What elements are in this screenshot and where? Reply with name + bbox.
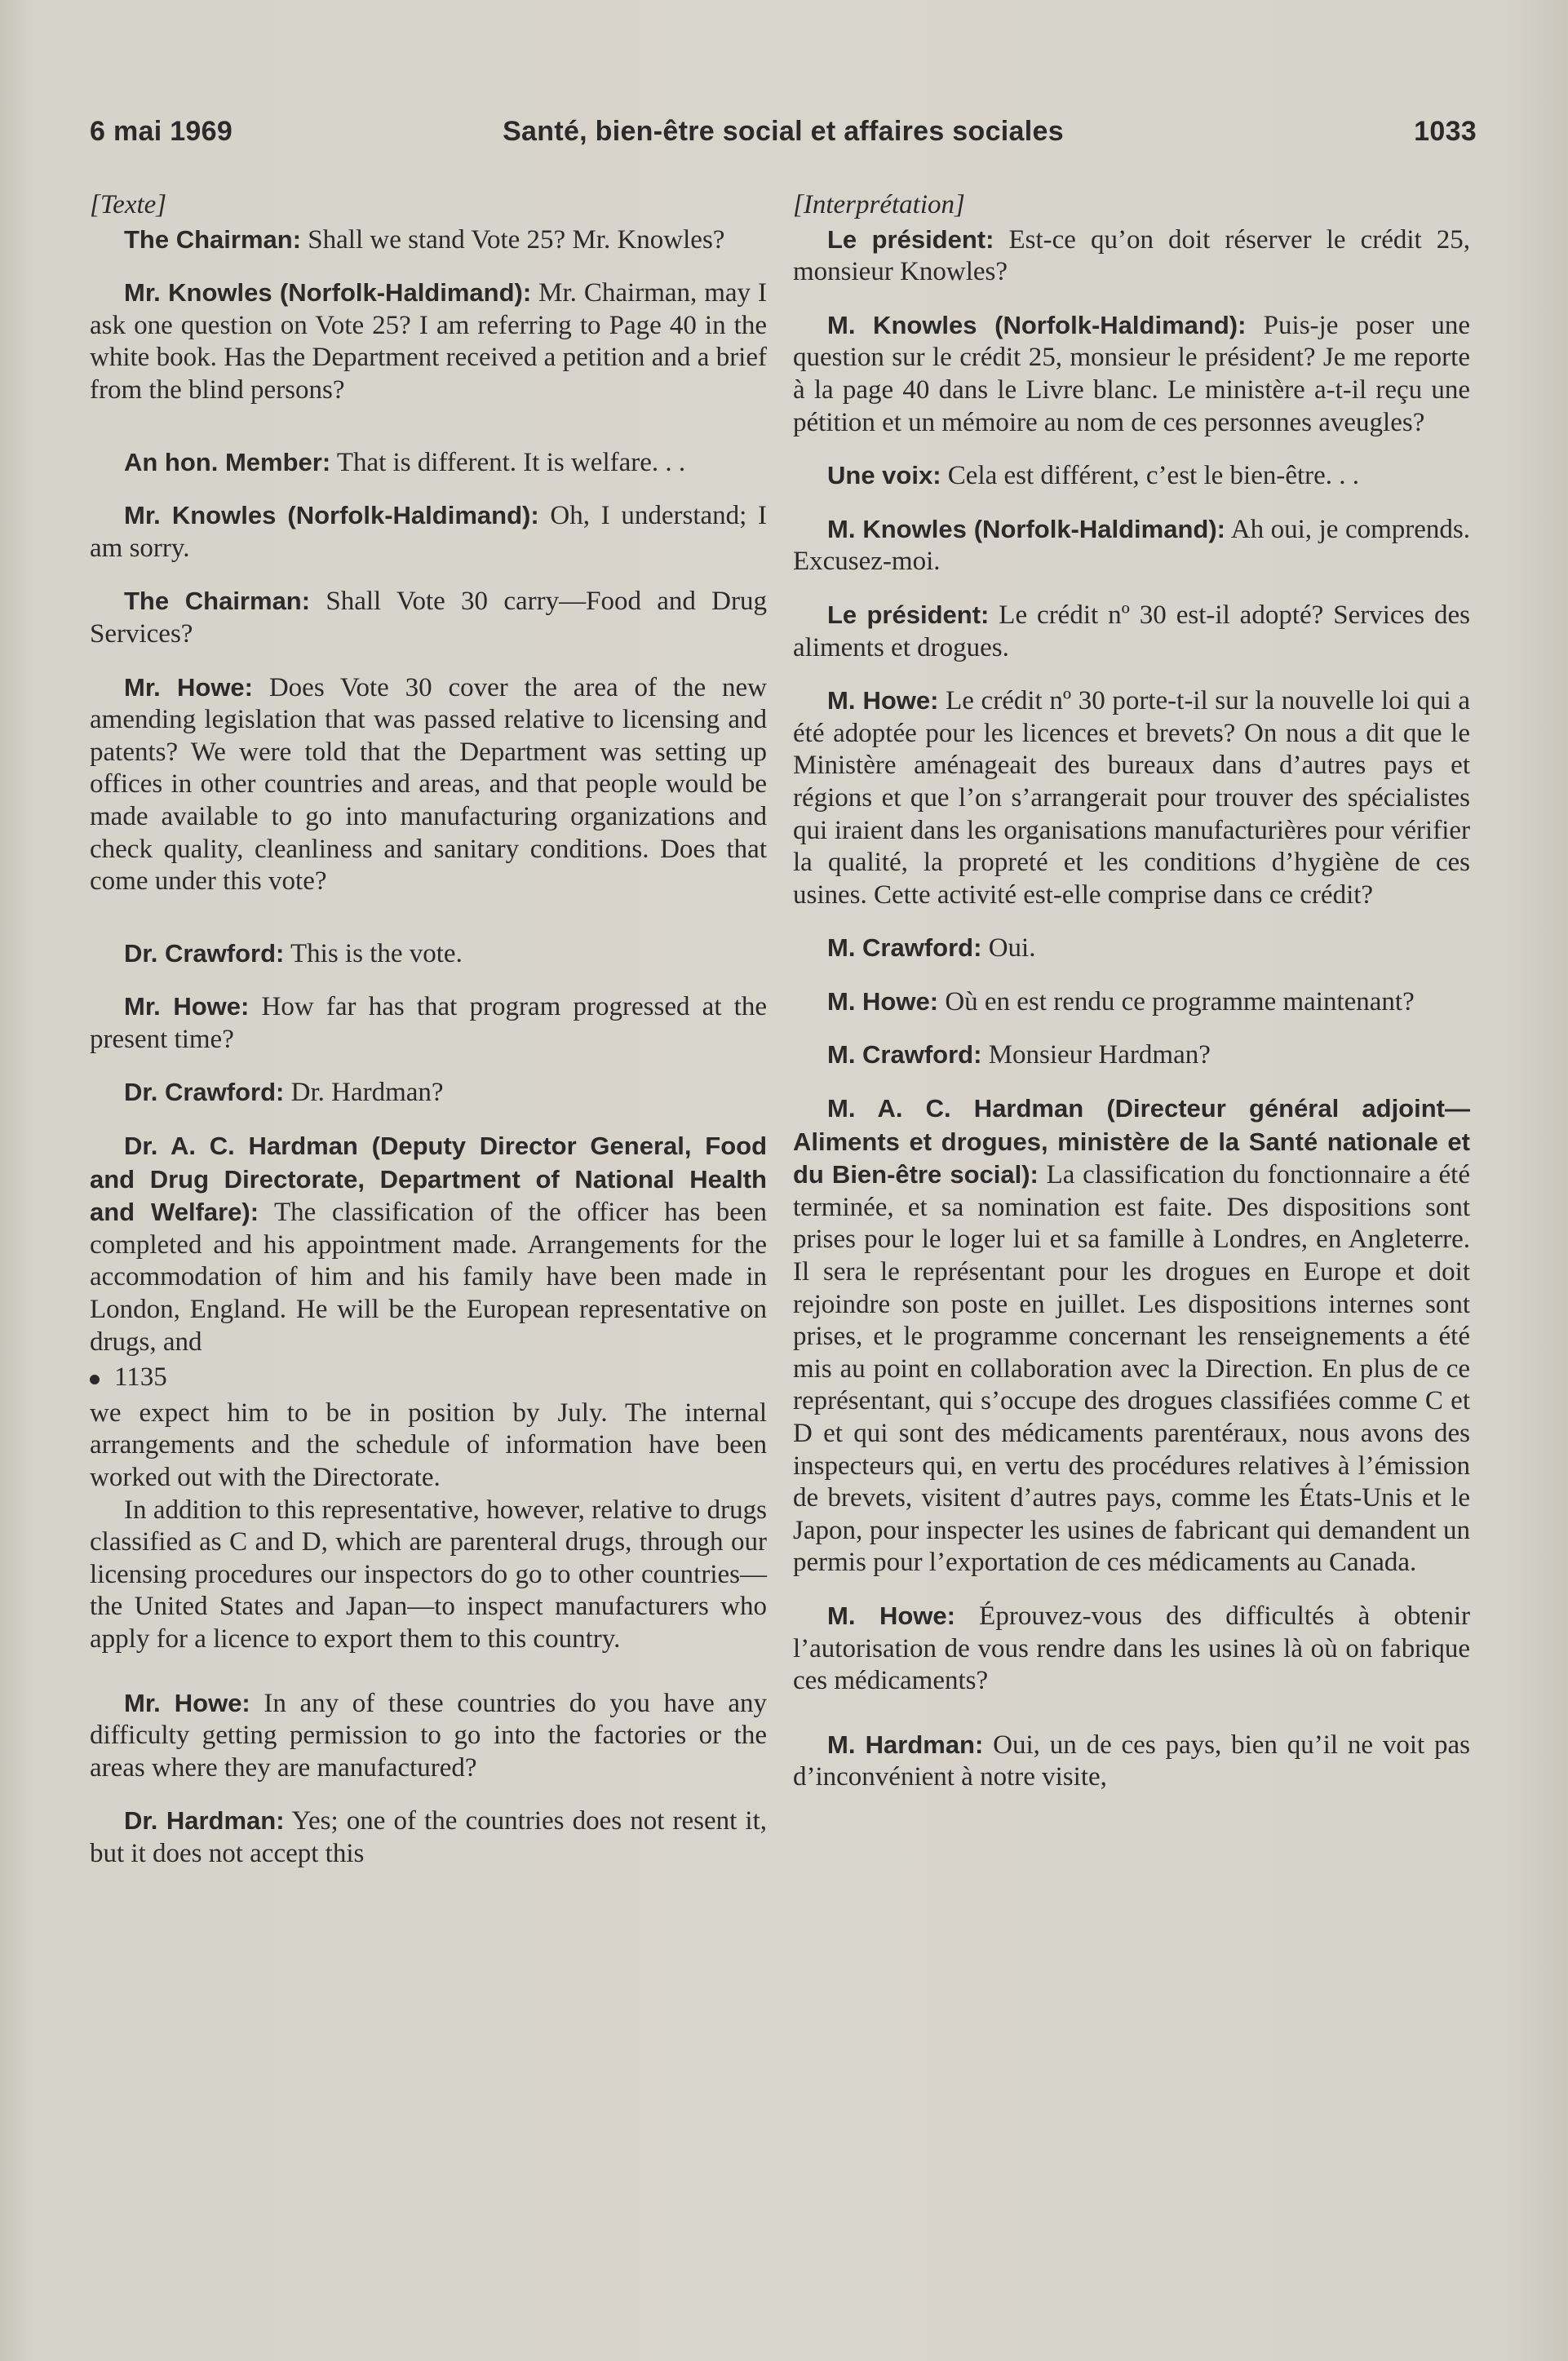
speaker-name: The Chairman: [124,224,302,254]
paragraph [793,1092,1470,1579]
page-number: 1033 [1414,116,1477,147]
bullet-icon [90,1375,100,1384]
paragraph [90,1130,767,1358]
speaker-name: M. Howe: [827,1601,955,1630]
speaker-name: Mr. Howe: [124,992,250,1021]
speech-text: The classification of the officer has been completed and his appointment made. Arrangements for the accommodation of him and his family have been made in London, England. He will be the European representative on drugs, and [90,1198,768,1357]
speech-text: Puis-je poser une question sur le crédit 25, monsieur le président? Je me reporte à la page 40 dans le Livre blanc. Le ministère a-t-il reçu une pétition et un mémoire au nom de ces personnes aveugles? [793,310,1471,437]
header-title: Santé, bien-être social et affaires sociales [503,116,1064,147]
paragraph [90,446,767,480]
speech-text: Dr. Hardman? [284,1078,444,1108]
speaker-name: Dr. Crawford: [124,938,285,968]
paragraph [90,499,767,565]
speaker-name: Dr. Crawford: [124,1078,285,1107]
time-marker [90,1362,767,1394]
speaker-name: M. A. C. Hardman (Directeur général adjoint—Aliments et drogues, ministère de la Santé nationale et du Bien-être social): [793,1094,1470,1189]
speech-text: Oui, un de ces pays, bien qu’il ne voit pas d’inconvénient à notre visite, [793,1730,1470,1792]
running-header [90,116,1477,157]
paragraph: In addition to this representative, however, relative to drugs classified as C and D, which are parenteral drugs, through our licensing procedures our inspectors do go to other countries—the United States and Japan—to inspect manufacturers who apply for a licence to export them to this country. [90,1495,767,1654]
paragraph [793,932,1470,965]
paragraph [793,599,1470,664]
speech-text: That is different. It is welfare. . . [330,447,686,477]
speaker-name: Dr. Hardman: [124,1806,285,1836]
paragraph [793,224,1470,289]
speaker-name: Une voix: [827,461,941,490]
french-column [793,189,1470,1814]
paragraph [90,224,767,257]
speaker-name: Mr. Howe: [124,1688,250,1717]
paragraph [90,937,767,971]
speaker-name: M. Knowles (Norfolk-Haldimand): [827,310,1247,339]
paragraph [90,1805,767,1870]
paragraph [90,1687,767,1785]
speaker-name: M. Knowles (Norfolk-Haldimand): [827,514,1225,543]
speech-text: Ah oui, je comprends. Excusez-moi. [793,514,1470,577]
speech-text: In any of these countries do you have any difficulty getting permission to go into the factories or the areas where they are manufactured? [90,1688,767,1783]
speaker-name: M. Crawford: [827,933,982,963]
section-label-text: [Texte] [90,190,167,219]
paragraph [793,513,1470,578]
paragraph [90,585,767,650]
speaker-name: Le président: [827,224,994,254]
paragraph [793,309,1470,439]
speech-text: Est-ce qu’on doit réserver le crédit 25, monsieur Knowles? [793,224,1470,287]
section-label-interpretation: [Interprétation] [793,190,965,219]
time-marker-label: 1135 [114,1362,167,1393]
paragraph [793,459,1470,493]
speech-text: La classification du fonctionnaire a été terminée, et sa nomination est faite. Des dispositions sont prises pour le loger lui et sa famille à Londres, en Angleterre. Il sera le représentant pour les drogues en Europe et doit rejoindre son poste en juillet. Les dispositions internes sont prises, et le programme concernant les renseignements a été mis au point en collaboration avec la Direction. En plus de ce représentant, qui s’occupe des drogues classifiées comme C et D et qui sont des médicaments parentéraux, nous avons des inspecteurs qui, en vertu des procédures relatives à l’émission de brevets, visitent d’autres pays, comme les États-Unis et le Japon, pour inspecter les usines de fabricant qui demandent un permis pour l’exportation de ces médicaments au Canada. [793,1160,1470,1578]
paragraph-continuation: we expect him to be in position by July. The internal arrangements and the schedule of information have been worked out with the Directorate. [90,1398,767,1492]
speech-text: Mr. Chairman, may I ask one question on Vote 25? I am referring to Page 40 in the white book. Has the Department received a petition and a brief from the blind persons? [90,278,767,405]
english-column [90,189,767,1891]
speaker-name: An hon. Member: [124,447,331,476]
paragraph [90,671,767,898]
speaker-name: Mr. Howe: [124,672,253,702]
paragraph [793,986,1470,1019]
header-date: 6 mai 1969 [90,116,233,147]
speaker-name: M. Hardman: [827,1730,984,1759]
speech-text: Does Vote 30 cover the area of the new amending legislation that was passed relative to licensing and patents? We were told that the Department was setting up offices in other countries and areas, and that people would be made available to go into manufacturing organizations and check quality, cleanliness and sanitary conditions. Does that come under this vote? [90,672,767,897]
paragraph [793,684,1470,911]
speaker-name: Mr. Knowles (Norfolk-Haldimand): [124,278,532,308]
speaker-name: M. Howe: [827,686,939,715]
speech-text: Shall we stand Vote 25? Mr. Knowles? [301,224,725,255]
paragraph [793,1039,1470,1072]
speech-text: Yes; one of the countries does not resent it, but it does not accept this [90,1806,767,1868]
speech-text: Monsieur Hardman? [981,1040,1211,1070]
speech-text: Le crédit nº 30 porte-t-il sur la nouvelle loi qui a été adoptée pour les licences et brevets? On nous a dit que le Ministère aménageait des bureaux dans d’autres pays et régions et que l’on s’arrangerait pour trouver des spécialistes qui iraient dans les organisations manufacturières pour vérifier la qualité, la propreté et les conditions d’hygiène de ces usines. Cette activité est-elle comprise dans ce crédit? [793,686,1470,910]
speaker-name: M. Crawford: [827,1040,982,1070]
paragraph [90,277,767,406]
speech-text: Cela est différent, c’est le bien-être. . . [941,461,1360,491]
speech-text: Shall Vote 30 carry—Food and Drug Services? [90,587,768,649]
speech-text: How far has that program progressed at the present time? [90,992,767,1054]
paragraph [793,1600,1470,1698]
paragraph [793,1729,1470,1794]
speech-text: Oui. [981,933,1036,963]
paragraph [90,1076,767,1110]
paragraph [90,990,767,1056]
speech-text: This is the vote. [284,938,463,968]
speech-text: Oh, I understand; I am sorry. [90,501,767,563]
speech-text: Le crédit nº 30 est-il adopté? Services des aliments et drogues. [793,600,1470,662]
speech-text: Où en est rendu ce programme maintenant? [938,986,1415,1017]
speaker-name: The Chairman: [124,587,311,616]
speaker-name: M. Howe: [827,986,939,1016]
speaker-name: Le président: [827,600,990,629]
speaker-name: Dr. A. C. Hardman (Deputy Director General, Food and Drug Directorate, Department of National Health and Welfare): [90,1132,767,1227]
speaker-name: Mr. Knowles (Norfolk-Haldimand): [124,501,539,530]
speech-text: Éprouvez-vous des difficultés à obtenir l’autorisation de vous rendre dans les usines là où on fabrique ces médicaments? [793,1601,1470,1696]
